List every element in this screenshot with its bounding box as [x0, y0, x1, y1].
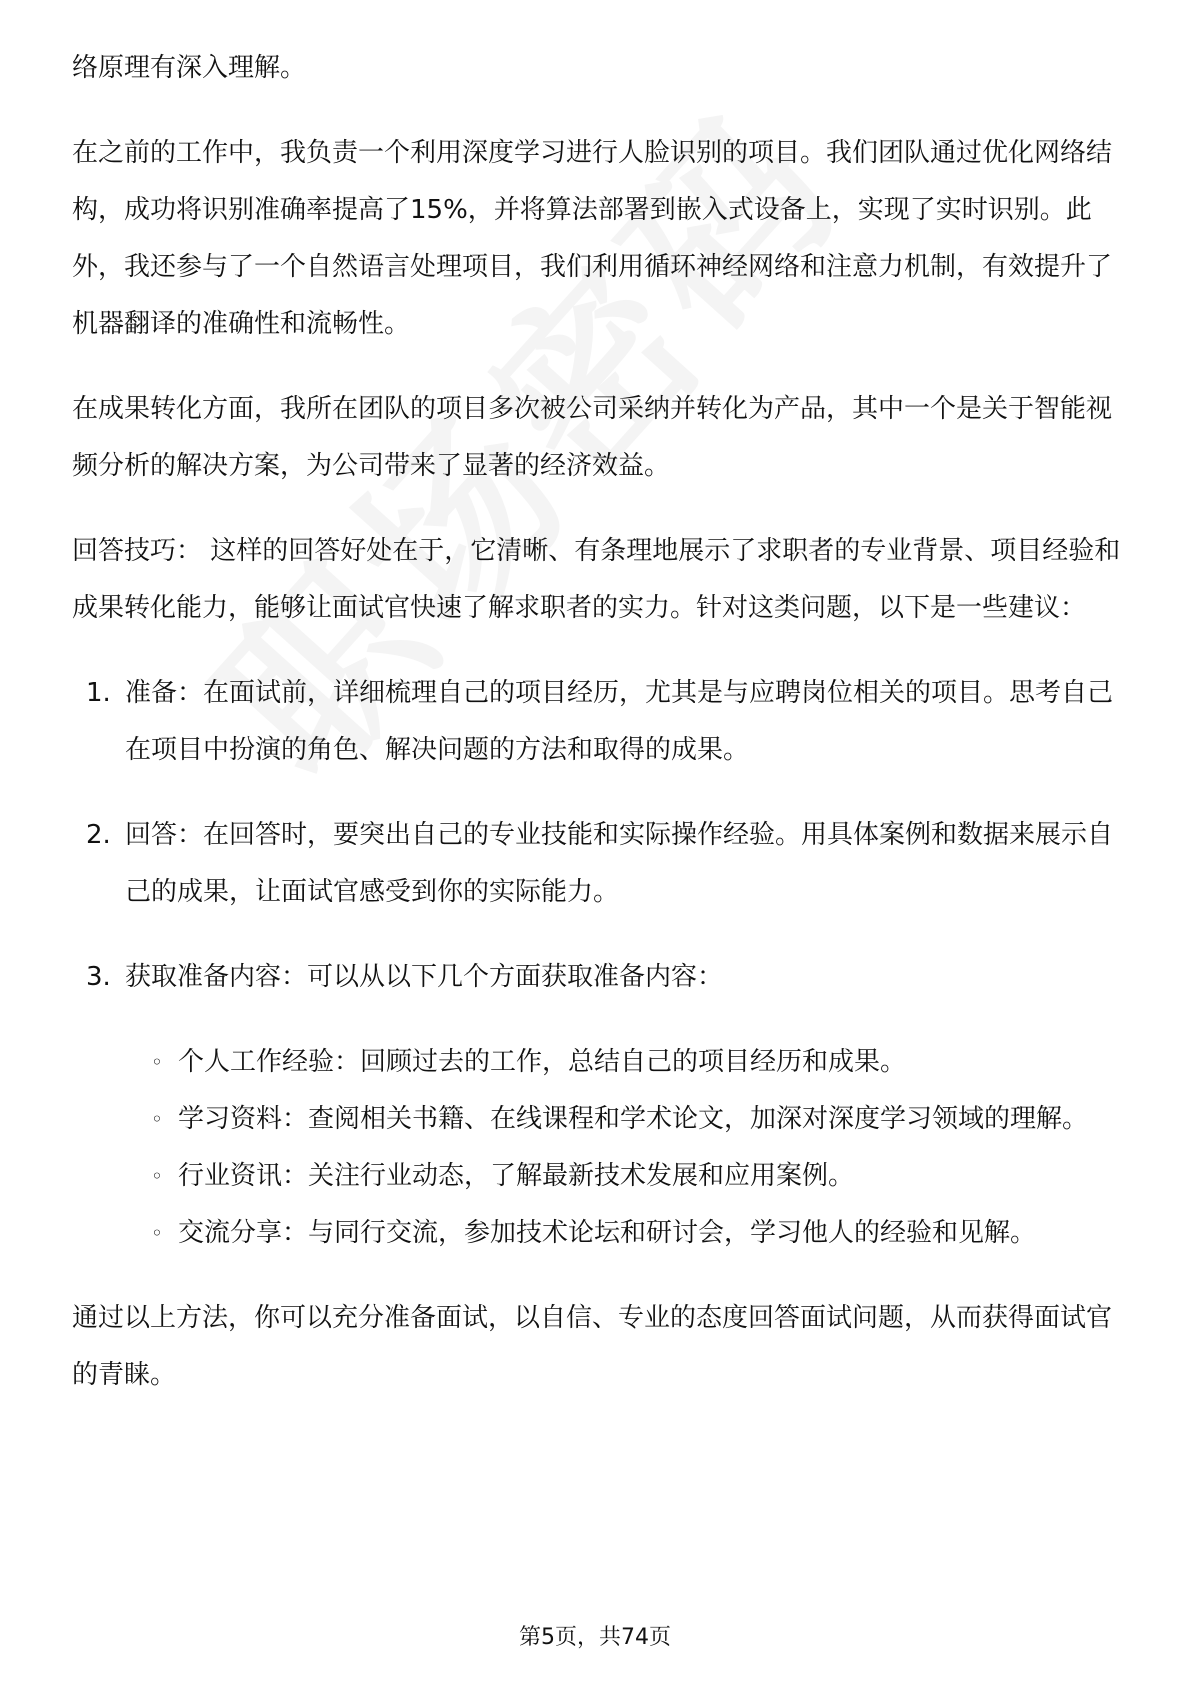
- paragraph-answer-tips: 回答技巧： 这样的回答好处在于，它清晰、有条理地展示了求职者的专业背景、项目经验和成果转化能力，能够让面试官快速了解求职者的实力。针对这类问题，以下是一些建议：: [72, 536, 1121, 623]
- sub-list-item: [125, 1091, 1122, 1148]
- sub-list-item: [125, 1034, 1122, 1091]
- bullet-icon: ◦: [151, 1107, 163, 1131]
- sub-list-item: [125, 1205, 1122, 1262]
- sub-item-text: 行业资讯：关注行业动态，了解最新技术发展和应用案例。: [178, 1161, 855, 1191]
- step-number: 1.: [86, 678, 111, 708]
- paragraph-continuation: 络原理有深入理解。: [72, 53, 307, 83]
- list-item-step-2: [72, 807, 1122, 921]
- step-number: 2.: [86, 820, 111, 850]
- bullet-icon: ◦: [151, 1050, 163, 1074]
- step-text: 回答：在回答时，要突出自己的专业技能和实际操作经验。用具体案例和数据来展示自己的成果，让面试官感受到你的实际能力。: [125, 820, 1114, 907]
- sub-item-text: 交流分享：与同行交流，参加技术论坛和研讨会，学习他人的经验和见解。: [178, 1218, 1037, 1248]
- sub-item-text: 学习资料：查阅相关书籍、在线课程和学术论文，加深对深度学习领域的理解。: [178, 1104, 1089, 1134]
- bullet-icon: ◦: [151, 1164, 163, 1188]
- step-text: 准备：在面试前，详细梳理自己的项目经历，尤其是与应聘岗位相关的项目。思考自己在项目中扮演的角色、解决问题的方法和取得的成果。: [125, 678, 1114, 765]
- sub-list-item: [125, 1148, 1122, 1205]
- list-item-step-1: [72, 665, 1122, 779]
- page-number: 第5页，共74页: [519, 1625, 671, 1650]
- paragraph-closing: 通过以上方法，你可以充分准备面试，以自信、专业的态度回答面试问题，从而获得面试官的青睐。: [72, 1303, 1113, 1390]
- paragraph-results: 在成果转化方面，我所在团队的项目多次被公司采纳并转化为产品，其中一个是关于智能视频分析的解决方案，为公司带来了显著的经济效益。: [72, 394, 1113, 481]
- paragraph-project-experience: 在之前的工作中，我负责一个利用深度学习进行人脸识别的项目。我们团队通过优化网络结构，成功将识别准确率提高了15%，并将算法部署到嵌入式设备上，实现了实时识别。此外，我还参与了一个自然语言处理项目，我们利用循环神经网络和注意力机制，有效提升了机器翻译的准确性和流畅性。: [72, 138, 1113, 339]
- document-body: [72, 40, 1122, 1432]
- step-text: 获取准备内容：可以从以下几个方面获取准备内容：: [125, 962, 724, 992]
- list-item-step-3: [72, 949, 1122, 1262]
- steps-list: [72, 665, 1122, 1262]
- step-number: 3.: [86, 962, 111, 992]
- sub-list: [125, 1034, 1122, 1262]
- bullet-icon: ◦: [151, 1221, 163, 1245]
- sub-item-text: 个人工作经验：回顾过去的工作，总结自己的项目经历和成果。: [178, 1047, 907, 1077]
